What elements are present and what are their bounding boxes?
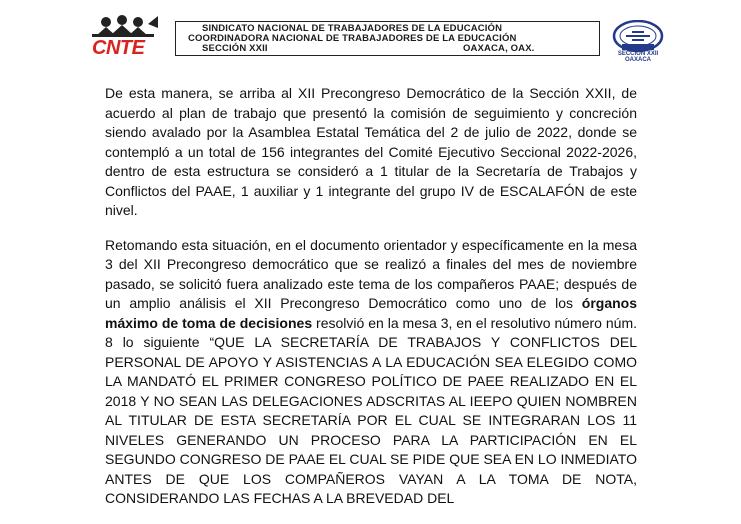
snte-seal-caption-line1: SECCION XXII: [617, 51, 659, 57]
paragraph-2-intro: Retomando esta situación, en el documento orientador y específicamente en la mesa 3 del XII Precongreso democrático que se realizó a finales del mes de noviembre pasado, se solicitó fuera analizado este tema de los compañeros PAAE; después de un amplio análisis el XII Precongreso Democrático como uno de los: [105, 236, 637, 311]
paragraph-1: De esta manera, se arriba al XII Precongreso Democrático de la Sección XXII, de acuerdo al plan de trabajo que presentó la comisión de seguimiento y concreción siendo avalado por la Asamblea Estatal Temática del 2 de julio de 2022, donde se contempló a un total de 156 integrantes del Comité Ejecutivo Seccional 2022-2026, dentro de esta estructura se consideró a 1 titular de la Secretaría de Trabajos y Conflictos del PAAE, 1 auxiliar y 1 integrante del grupo IV de ESCALAFÓN de este nivel.: [105, 85, 637, 218]
header-line-coordinadora: COORDINADORA NACIONAL DE TRABAJADORES DE LA EDUCACIÓN: [188, 33, 517, 44]
cnte-logo-text: CNTE: [92, 37, 145, 59]
snte-seal-caption-line2: OAXACA: [624, 57, 651, 63]
document-body: [105, 84, 637, 524]
paragraph-2-bold: órganos máximo de toma de decisiones: [105, 295, 637, 331]
header-line-section: SECCIÓN XXII: [202, 43, 268, 54]
header-line-location: OAXACA, OAX.: [463, 43, 535, 54]
header-line-union: SINDICATO NACIONAL DE TRABAJADORES DE LA EDUCACIÓN: [202, 23, 503, 34]
paragraph-2-resolution: resolvió en la mesa 3, en el resolutivo número núm. 8 lo siguiente “QUE LA SECRETARÍA DE TRABAJOS Y CONFLICTOS DEL PERSONAL DE APOYO Y ASISTENCIAS A LA EDUCACIÓN SEA ELEGIDO COMO LA MANDATÓ EL PRIMER CONGRESO POLÍTICO DE PAEE REALIZADO EN EL 2018 Y NO SEAN LAS DELEGACIONES ADSCRITAS AL IEEPO QUIEN NOMBREN AL TITULAR DE ESTA SECRETARÍA POR EL CUAL SE INTEGRARAN LOS 11 NIVELES GENERANDO UN PROCESO PARA LA PARTICIPACIÓN EN EL SEGUNDO CONGRESO DE PAAE EL CUAL SE PIDE QUE SEA EN LO INMEDIATO ANTES DE QUE LOS COMPAÑEROS VAYAN A LA TOMA DE NOTA, CONSIDERANDO LAS FECHAS A LA BREVEDAD DEL: [105, 314, 637, 506]
header-title-box: [175, 21, 600, 56]
document-header: [0, 0, 741, 70]
snte-seal-caption: [610, 51, 666, 63]
paragraph-2: [105, 236, 637, 509]
